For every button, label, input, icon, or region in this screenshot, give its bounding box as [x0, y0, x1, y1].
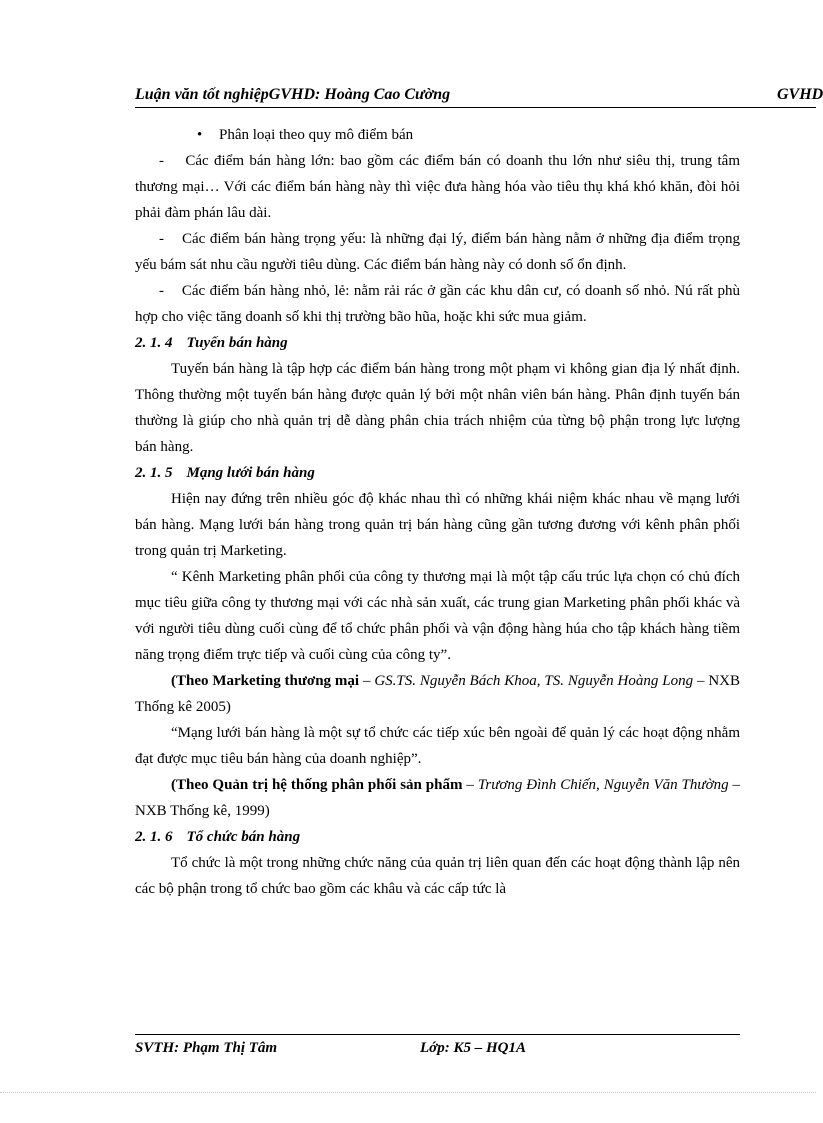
document-body	[135, 122, 740, 902]
quote-sales-network: “Mạng lưới bán hàng là một sự tổ chức các tiếp xúc bên ngoài để quản lý các hoạt động nhằm đạt được mục tiêu bán hàng của doanh nghiệp”.	[135, 725, 740, 767]
reference-2: (Theo Quản trị hệ thống phân phối sản phẩm – Trương Đình Chiến, Nguyễn Văn Thường – NXB Thống kê, 1999)	[135, 777, 741, 819]
footer-class: Lớp: K5 – HQ1A	[420, 1040, 526, 1056]
dash-item-small-stores: - Các điểm bán hàng nhỏ, lẻ: nằm rải rác ở gần các khu dân cư, có doanh số nhỏ. Nú rất phù hợp cho việc tăng doanh số khi thị trường bão hũa, hoặc khi sức mua giảm.	[135, 283, 740, 325]
section-heading-2-1-6: 2. 1. 6 Tổ chức bán hàng	[135, 829, 301, 845]
paragraph-sales-network: Hiện nay đứng trên nhiều góc độ khác nhau thì có những khái niệm khác nhau về mạng lưới bán hàng. Mạng lưới bán hàng trong quản trị bán hàng cũng gần tương đương với kênh phân phối trong quản trị Marketing.	[135, 491, 740, 559]
paragraph-sales-route: Tuyến bán hàng là tập hợp các điểm bán hàng trong một phạm vi không gian địa lý nhất định. Thông thường một tuyến bán hàng được quản lý bởi một nhân viên bán hàng. Phân định tuyến bán thường là giúp cho nhà quản trị dễ dàng phân chia trách nhiệm của từng bộ phận trong lực lượng bán hàng.	[135, 361, 740, 455]
section-heading-2-1-5: 2. 1. 5 Mạng lưới bán hàng	[135, 465, 315, 481]
dash-item-large-stores: - Các điểm bán hàng lớn: bao gồm các điểm bán có doanh thu lớn như siêu thị, trung tâm thương mại… Với các điểm bán hàng này thì việc đưa hàng hóa vào tiêu thụ khá khó khăn, đòi hỏi phải đàm phán lâu dài.	[135, 153, 740, 221]
page-header	[135, 84, 823, 108]
page-footer	[135, 1040, 740, 1062]
page-edge-divider	[0, 1092, 816, 1093]
bullet-item: • Phân loại theo quy mô điểm bán	[135, 122, 740, 148]
bullet-dot-icon: •	[197, 127, 203, 143]
paragraph-sales-organization: Tổ chức là một trong những chức năng của quản trị liên quan đến các hoạt động thành lập nên các bộ phận trong tổ chức bao gồm các khâu và các cấp tức là	[135, 855, 740, 897]
reference-1: (Theo Marketing thương mại – GS.TS. Nguyễn Bách Khoa, TS. Nguyễn Hoàng Long – NXB Thống kê 2005)	[135, 673, 740, 715]
header-right-text: GVHD	[777, 86, 823, 103]
footer-divider	[135, 1034, 740, 1035]
dash-item-key-stores: - Các điểm bán hàng trọng yếu: là những đại lý, điểm bán hàng nằm ở những địa điểm trọng yếu bám sát nhu cầu người tiêu dùng. Các điểm bán hàng này có donh số ổn định.	[135, 231, 740, 273]
header-divider	[135, 107, 816, 108]
quote-marketing-channel: “ Kênh Marketing phân phối của công ty thương mại là một tập cấu trúc lựa chọn có chủ đích mục tiêu giữa công ty thương mại với các nhà sản xuất, các trung gian Marketing phân phối khác và với người tiêu dùng cuối cùng để tổ chức phân phối và vận động hàng húa cho tập khách hàng tiềm năng trọng điểm trực tiếp và cuối cùng của công ty”.	[135, 569, 740, 663]
footer-student: SVTH: Phạm Thị Tâm	[135, 1040, 278, 1056]
header-left-text: Luận văn tốt nghiệpGVHD: Hoàng Cao Cường	[135, 86, 451, 103]
section-heading-2-1-4: 2. 1. 4 Tuyến bán hàng	[135, 335, 288, 351]
